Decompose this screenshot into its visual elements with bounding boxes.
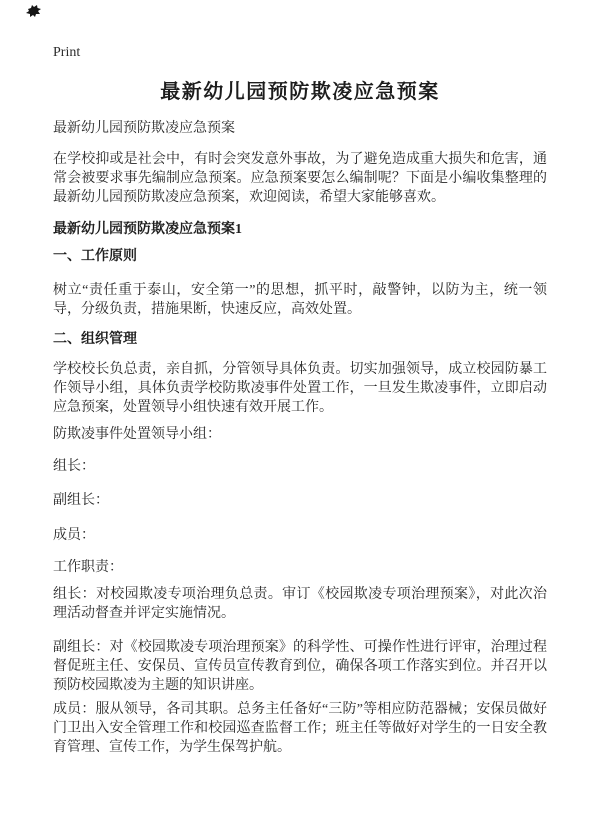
subtitle-paragraph: 最新幼儿园预防欺凌应急预案 (53, 121, 235, 136)
work-principles-paragraph: 树立“责任重于泰山，安全第一”的思想，抓平时，敲警钟，以防为主，统一领导，分级负责，措施果断，快速反应，高效处置。 (53, 283, 547, 317)
organization-paragraph: 学校校长负总责，亲自抓，分管领导具体负责。切实加强领导，成立校园防暴工作领导小组，具体负责学校防欺凌事件处置工作，一旦发生欺凌事件，立即启动应急预案，处置领导小组快速有效开展工作。 (53, 362, 547, 415)
plan-heading-1: 最新幼儿园预防欺凌应急预案1 (53, 222, 242, 237)
deputy-leader-label: 副组长： (53, 493, 109, 508)
section-heading-organization: 二、组织管理 (53, 332, 137, 347)
members-duties-paragraph: 成员：服从领导，各司其职。总务主任备好“三防”等相应防范器械；安保员做好门卫出入安全管理工作和校园巡查监督工作；班主任等做好对学生的一日安全教育管理、宣传工作，为学生保驾护航。 (53, 702, 547, 755)
intro-paragraph: 在学校抑或是社会中，有时会突发意外事故，为了避免造成重大损失和危害，通常会被要求事先编制应急预案。应急预案要怎么编制呢？下面是小编收集整理的最新幼儿园预防欺凌应急预案，欢迎阅读，希望大家能够喜欢。 (53, 152, 547, 205)
group-leader-label: 组长： (53, 459, 95, 474)
members-label: 成员： (53, 528, 95, 543)
leading-group-label: 防欺凌事件处置领导小组： (53, 427, 221, 442)
deputy-leader-duties-paragraph: 副组长：对《校园欺凌专项治理预案》的科学性、可操作性进行评审，治理过程督促班主任、安保员、宣传员宣传教育到位，确保各项工作落实到位。并召开以预防校园欺凌为主题的知识讲座。 (53, 640, 547, 693)
page-title: 最新幼儿园预防欺凌应急预案 (160, 81, 440, 103)
section-heading-work-principles: 一、工作原则 (53, 249, 137, 264)
corner-ink-mark (25, 4, 42, 18)
duties-label: 工作职责： (53, 560, 123, 575)
print-link[interactable]: Print (53, 45, 81, 60)
group-leader-duties-paragraph: 组长：对校园欺凌专项治理负总责。审订《校园欺凌专项治理预案》，对此次治理活动督查并评定实施情况。 (53, 587, 547, 621)
